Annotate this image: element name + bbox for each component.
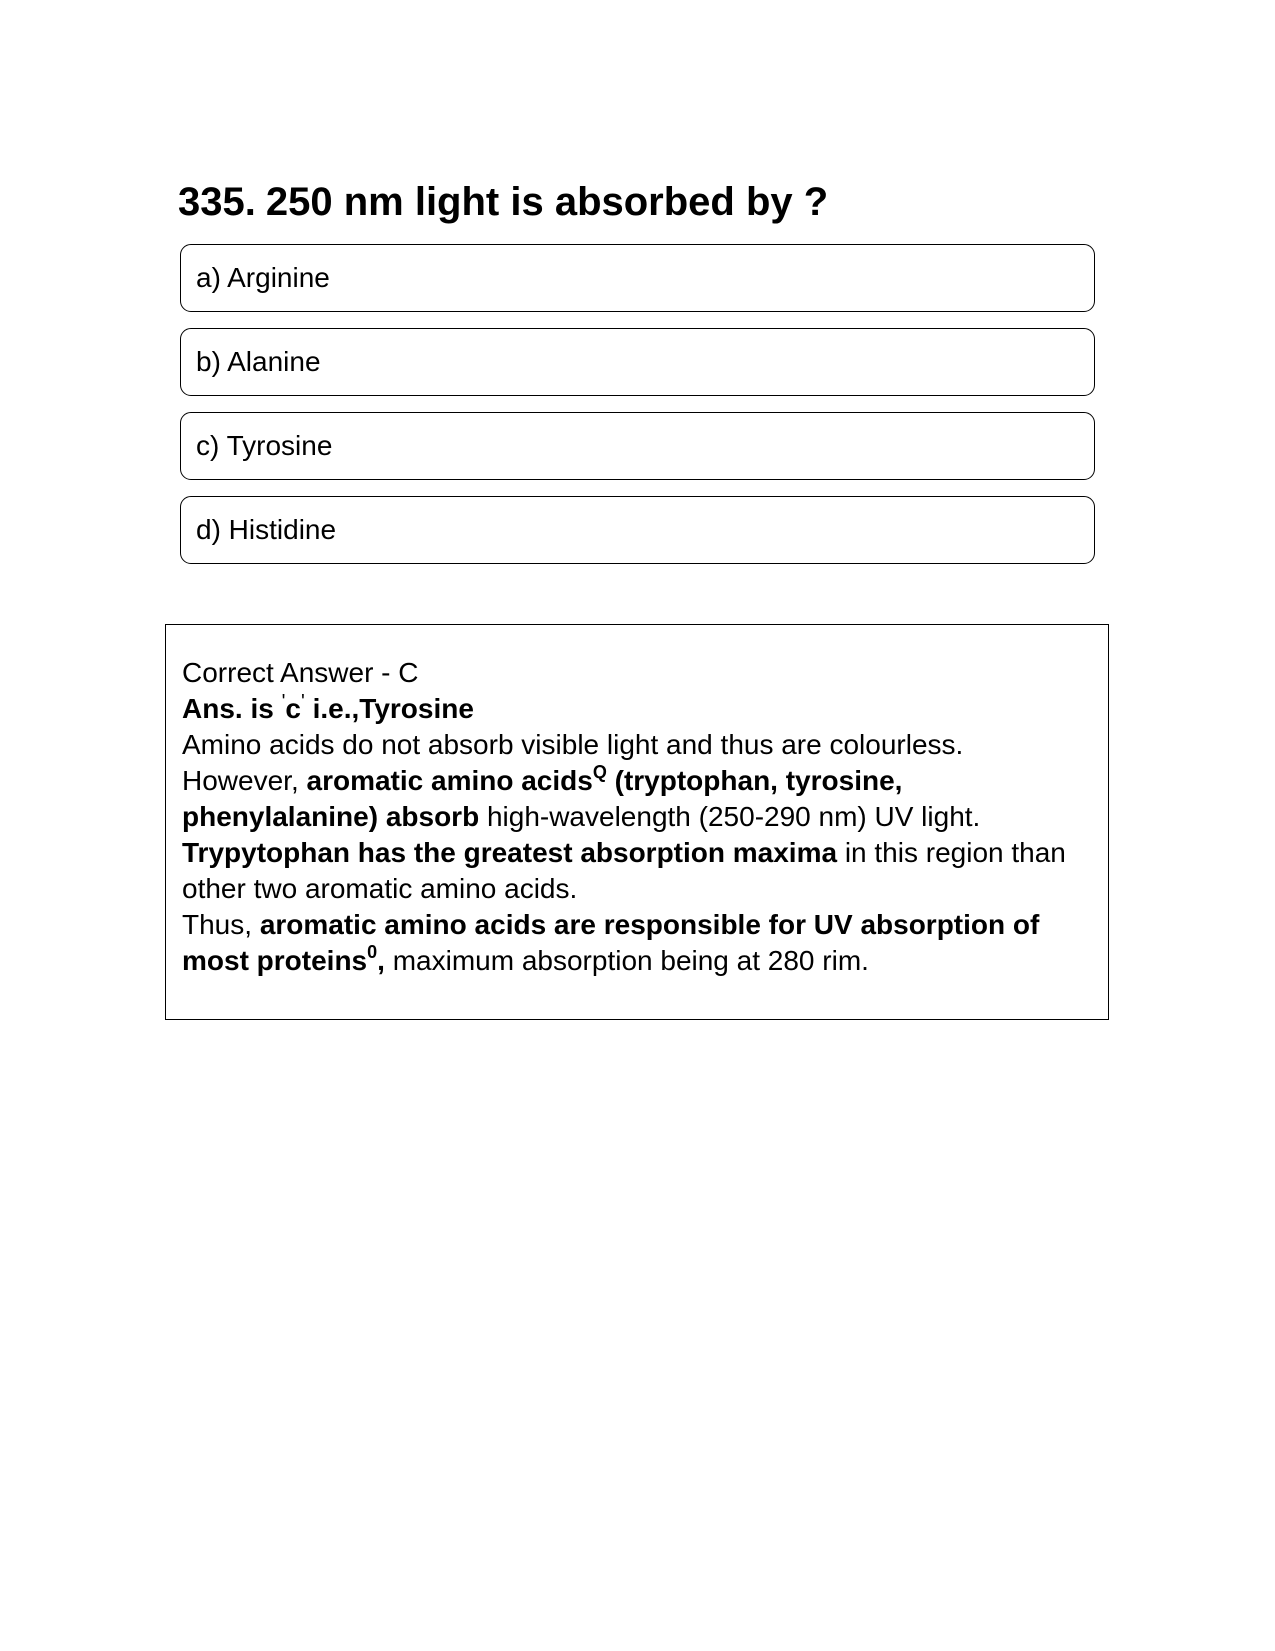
para2-bold-1: aromatic amino acids (306, 765, 593, 796)
question-number: 335. (178, 180, 256, 224)
para2-bold-2: (tryptophan, tyrosine, phenylalanine) absorb (182, 765, 903, 832)
explanation-paragraph-3 (182, 835, 1093, 907)
para4-normal-2: maximum absorption being at 280 rim. (384, 945, 869, 976)
para4-bold-2: , (377, 945, 385, 976)
para4-normal-1: Thus, (182, 909, 260, 940)
answer-tick-close: ' (301, 691, 305, 713)
para2-superscript: Q (592, 762, 607, 782)
explanation-paragraph-4 (182, 907, 1093, 979)
para3-normal: in this region than other two aromatic amino acids. (182, 837, 1066, 904)
options-list (180, 244, 1095, 580)
option-a[interactable]: a) Arginine (180, 244, 1095, 312)
answer-summary (182, 691, 1093, 727)
option-b[interactable]: b) Alanine (180, 328, 1095, 396)
option-d[interactable]: d) Histidine (180, 496, 1095, 564)
correct-answer-line: Correct Answer - C (182, 657, 419, 688)
para3-bold: Trypytophan has the greatest absorption maxima (182, 837, 838, 868)
answer-prefix: Ans. is (182, 693, 282, 724)
answer-suffix: i.e.,Tyrosine (304, 693, 474, 724)
question-text: 250 nm light is absorbed by ? (265, 180, 829, 224)
question-title (178, 178, 828, 226)
option-c[interactable]: c) Tyrosine (180, 412, 1095, 480)
para4-bold-1: aromatic amino acids are responsible for UV absorption of most proteins (182, 909, 1040, 976)
answer-letter: c (285, 693, 301, 724)
answer-tick-open: ' (281, 691, 286, 713)
para4-superscript: 0 (367, 942, 378, 962)
answer-explanation-box (165, 624, 1109, 1020)
para2-normal-1: However, (182, 765, 307, 796)
para2-normal-2: high-wavelength (250-290 nm) UV light. (479, 801, 981, 832)
explanation-paragraph-1: Amino acids do not absorb visible light and thus are colourless. (182, 729, 964, 760)
explanation-paragraph-2 (182, 763, 1093, 835)
